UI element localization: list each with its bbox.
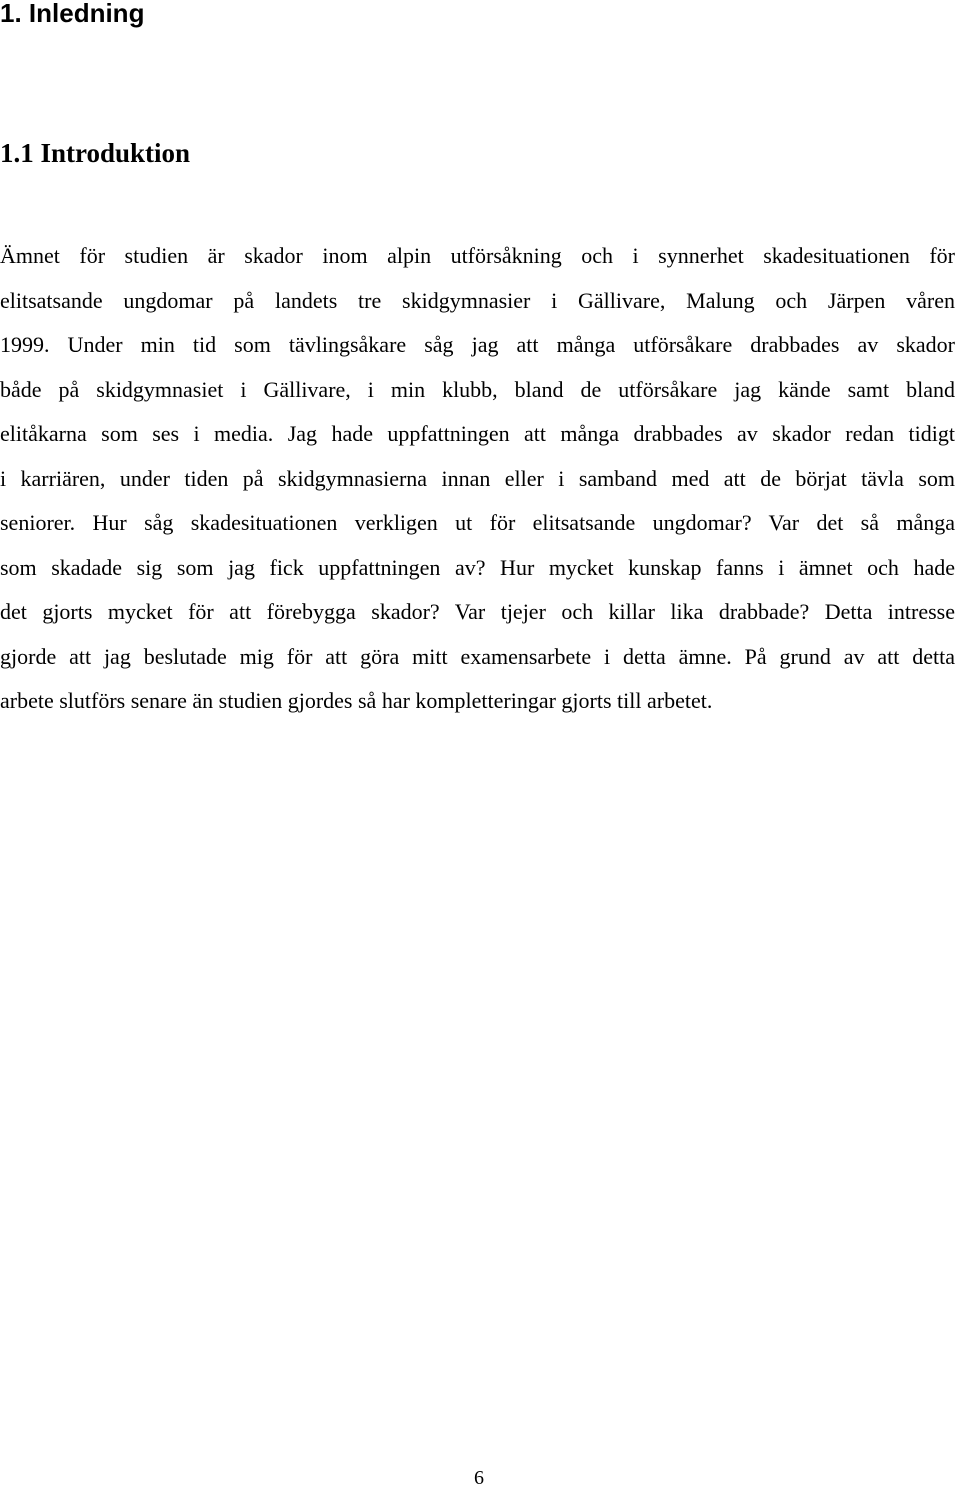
paragraph-line: både på skidgymnasiet i Gällivare, i min klubb, bland de utförsåkare jag kände samt bland [0,376,955,402]
page-number: 6 [474,1467,484,1489]
paragraph-line: 1999. Under min tid som tävlingsåkare såg jag att många utförsåkare drabbades av skador [0,332,955,357]
paragraph-line: gjorde att jag beslutade mig för att göra mitt examensarbete i detta ämne. På grund av att detta [0,643,955,669]
paragraph-line: elitåkarna som ses i media. Jag hade uppfattningen att många drabbades av skador redan tidigt [0,421,955,446]
paragraph-line: elitsatsande ungdomar på landets tre skidgymnasier i Gällivare, Malung och Järpen våren [0,287,955,313]
paragraph-line: arbete slutförs senare än studien gjordes så har kompletteringar gjorts till arbetet. [0,688,713,713]
paragraph-line: det gjorts mycket för att förebygga skador? Var tjejer och killar lika drabbade? Detta intresse [0,599,955,624]
paragraph-line: seniorer. Hur såg skadesituationen verkligen ut för elitsatsande ungdomar? Var det så många [0,510,955,535]
paragraph-line: som skadade sig som jag fick uppfattningen av? Hur mycket kunskap fanns i ämnet och hade [0,554,955,580]
section-heading: 1.1 Introduktion [0,138,191,168]
chapter-heading: 1. Inledning [0,0,145,28]
paragraph-line: i karriären, under tiden på skidgymnasierna innan eller i samband med att de börjat tävla som [0,465,955,491]
paragraph-line: Ämnet för studien är skador inom alpin utförsåkning och i synnerhet skadesituationen för [0,243,955,268]
intro-paragraph [0,234,955,724]
